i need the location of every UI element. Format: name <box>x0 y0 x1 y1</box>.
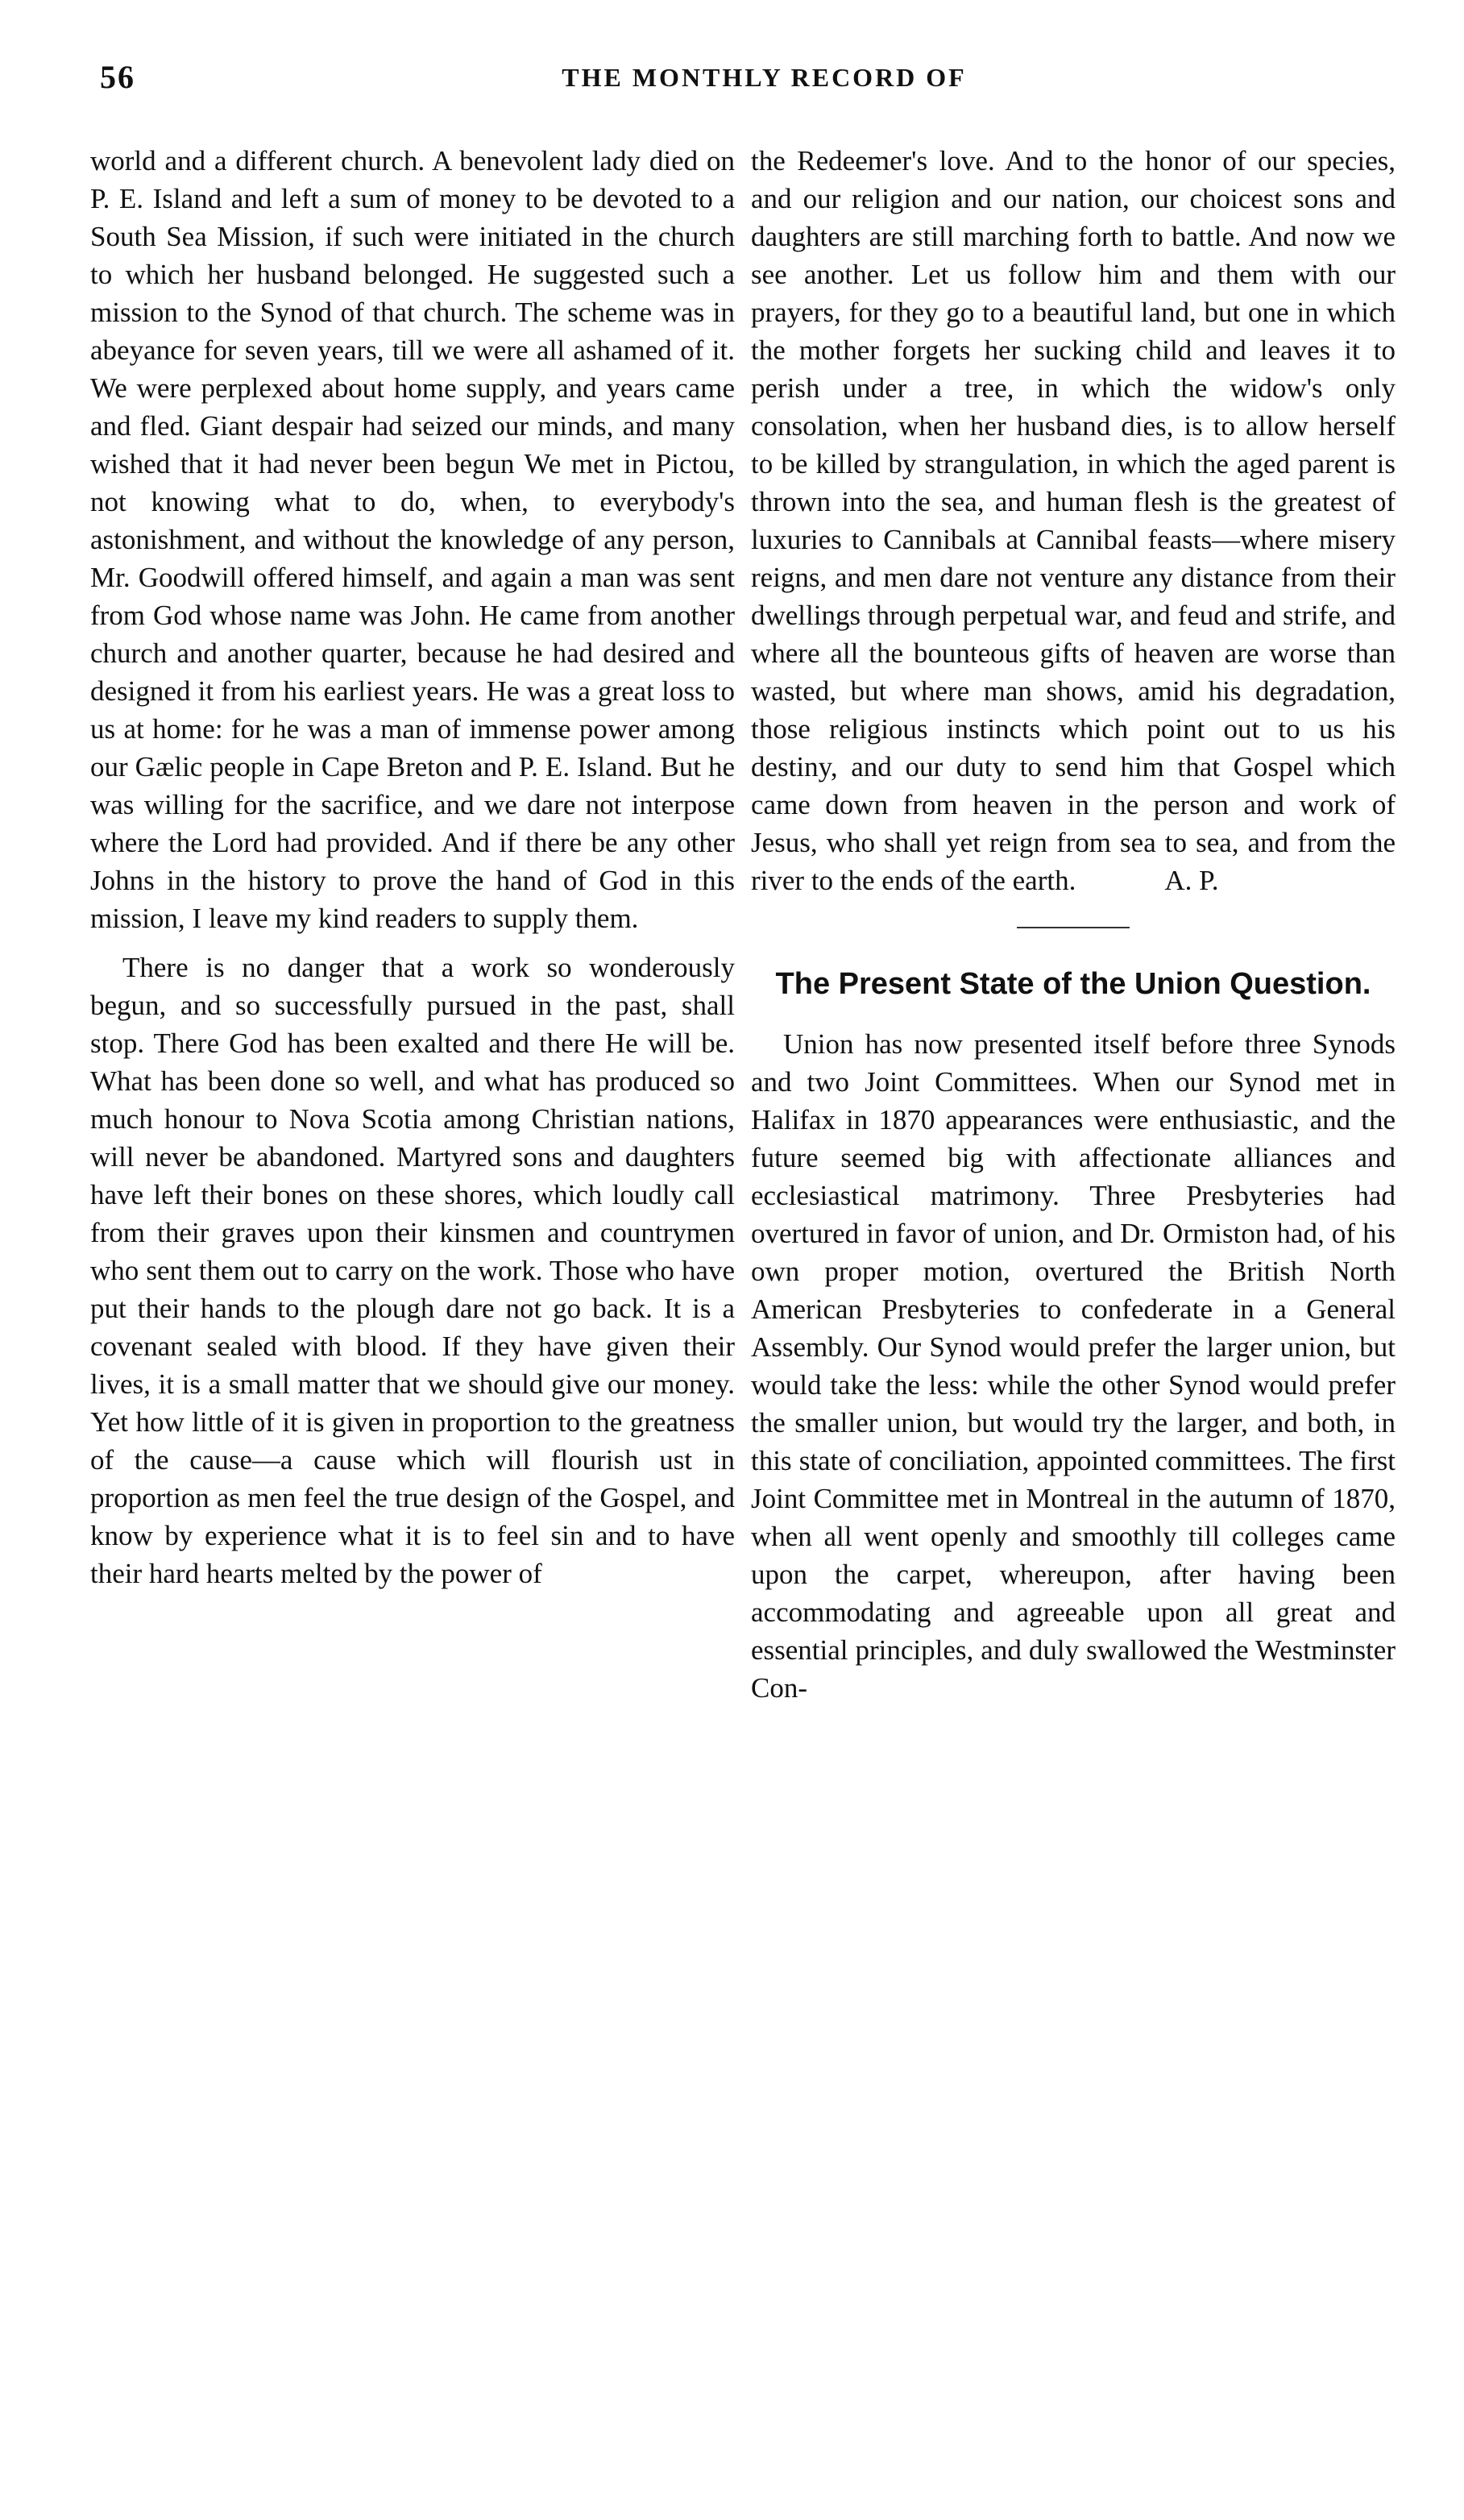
right-paragraph-1 <box>751 142 1396 899</box>
left-paragraph-2: There is no danger that a work so wonderously begun, and so successfully pursued in the past, shall stop. There God has been exalted and there He will be. What has been done so well, and what has produced so much honour to Nova Scotia among Christian nations, will never be abandoned. Martyred sons and daughters have left their bones on these shores, which loudly call from their graves upon their kinsmen and countrymen who sent them out to carry on the work. Those who have put their hands to the plough dare not go back. It is a covenant sealed with blood. If they have given their lives, it is a small matter that we should give our money. Yet how little of it is given in proportion to the greatness of the cause—a cause which will flourish ust in proportion as men feel the true design of the Gospel, and know by experience what it is to feel sin and to have their hard hearts melted by the power of <box>90 952 735 1589</box>
right-paragraph-2: Union has now presented itself before three Synods and two Joint Committees. When our Synod met in Halifax in 1870 appearances were enthusiastic, and the future seemed big with affectionate alliances and ecclesiastical matrimony. Three Presbyteries had overtured in favor of union, and Dr. Ormiston had, of his own proper motion, overtured the British North American Presbyteries to confederate in a General Assembly. Our Synod would prefer the larger union, but would take the less: while the other Synod would prefer the smaller union, but would try the larger, and both, in this state of conciliation, appointed committees. The first Joint Committee met in Montreal in the autumn of 1870, when all went openly and smoothly till colleges came upon the carpet, whereupon, after having been accommodating and agreeable upon all great and essential principles, and duly swallowed the Westminster Con- <box>751 1028 1396 1704</box>
left-column <box>90 142 735 1592</box>
section-divider <box>1017 927 1130 928</box>
signature: A. P. <box>1164 865 1219 896</box>
right-paragraph-1-text: the Redeemer's love. And to the honor of our species, and our religion and our nation, our choicest sons and daughters are still marching forth to battle. And now we see another. Let us follow him and them with our prayers, for they go to a beautiful land, but one in which the mother forgets her sucking child and leaves it to perish under a tree, in which the widow's only consolation, when her husband dies, is to allow herself to be killed by strangulation, in which the aged parent is thrown into the sea, and human flesh is the greatest of luxuries to Cannibals at Cannibal feasts—where misery reigns, and men dare not venture any distance from their dwellings through perpetual war, and feud and strife, and where all the bounteous gifts of heaven are worse than wasted, but where man shows, amid his degradation, those religious instincts which point out to us his destiny, and our duty to send him that Gospel which came down from heaven in the person and work of Jesus, who shall yet reign from sea to sea, and from the river to the ends of the earth. <box>751 145 1396 896</box>
section-heading: The Present State of the Union Question. <box>775 967 1371 1001</box>
right-column <box>751 142 1396 1707</box>
running-title: THE MONTHLY RECORD OF <box>562 63 967 92</box>
page-number: 56 <box>100 59 135 95</box>
left-paragraph-1: world and a different church. A benevolent lady died on P. E. Island and left a sum of money to be devoted to a South Sea Mission, if such were initiated in the church to which her husband belonged. He suggested such a mission to the Synod of that church. The scheme was in abeyance for seven years, till we were all ashamed of it. We were perplexed about home supply, and years came and fled. Giant despair had seized our minds, and many wished that it had never been begun We met in Pictou, not knowing what to do, when, to everybody's astonishment, and without the knowledge of any person, Mr. Goodwill offered himself, and again a man was sent from God whose name was John. He came from another church and another quarter, because he had desired and designed it from his earliest years. He was a great loss to us at home: for he was a man of immense power among our Gælic people in Cape Breton and P. E. Island. But he was willing for the sacrifice, and we dare not interpose where the Lord had provided. And if there be any other Johns in the history to prove the hand of God in this mission, I leave my kind readers to supply them. <box>90 145 735 934</box>
